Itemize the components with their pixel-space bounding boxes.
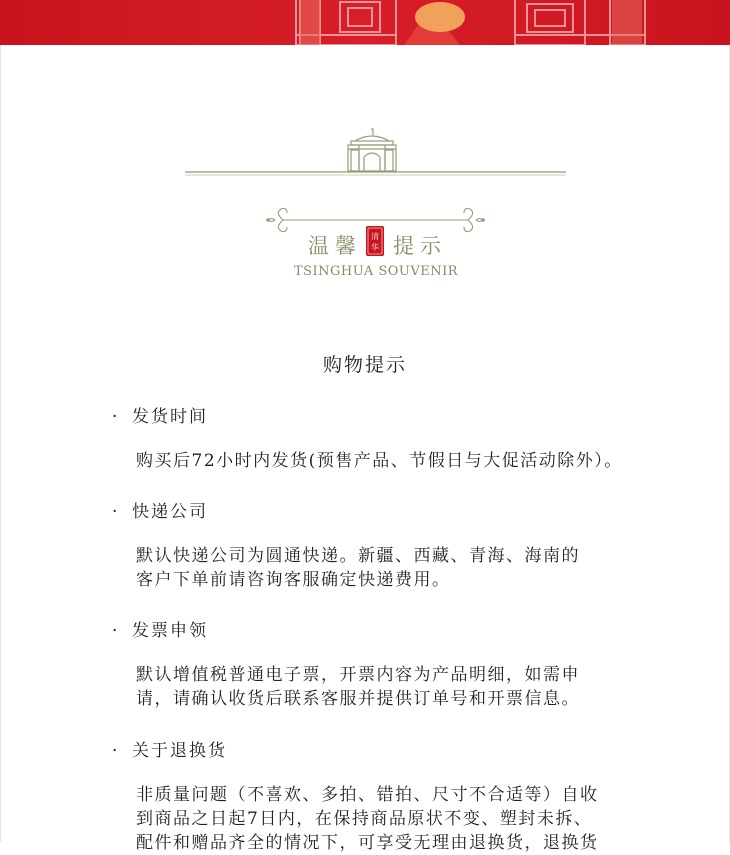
- item-heading-text: 快递公司: [132, 502, 208, 522]
- bullet-dot: ·: [112, 741, 120, 761]
- item-text-line: 请，请确认收货后联系客服并提供订单号和开票信息。: [136, 689, 580, 709]
- brand-word-warm: 温馨: [308, 234, 362, 258]
- item-text-shipping-time: 购买后72小时内发货(预售产品、节假日与大促活动除外）。: [136, 451, 623, 471]
- bullet-dot: ·: [112, 502, 120, 522]
- section-title: 购物提示: [322, 354, 407, 376]
- brand-title: [0, 230, 730, 260]
- brand-word-notice: 提示: [393, 234, 447, 258]
- top-banner: [0, 0, 730, 45]
- tsinghua-gate-emblem: [183, 127, 568, 237]
- item-heading-shipping-time: [112, 402, 208, 427]
- item-heading-text: 关于退换货: [132, 741, 227, 761]
- item-heading-invoice: [112, 616, 208, 641]
- bullet-dot: ·: [112, 407, 120, 427]
- item-text-line: 默认快递公司为圆通快递。新疆、西藏、青海、海南的: [136, 546, 580, 566]
- item-text-invoice: [136, 663, 676, 711]
- item-heading-courier: [112, 497, 208, 522]
- item-text-line: 客户下单前请咨询客服确定快递费用。: [136, 570, 451, 590]
- item-heading-text: 发货时间: [132, 407, 208, 427]
- banner-architecture-illustration: [0, 0, 730, 45]
- item-text-courier: [136, 544, 676, 592]
- item-text-line: 配件和赠品齐全的情况下，可享受无理由退换货，退换货: [136, 833, 599, 853]
- item-text-returns: [136, 783, 676, 855]
- brand-english-name: TSINGHUA SOUVENIR: [293, 264, 459, 279]
- seal-text-bottom: 华: [371, 243, 379, 252]
- bullet-dot: ·: [112, 621, 120, 641]
- item-text-line: 非质量问题（不喜欢、多拍、错拍、尺寸不合适等）自收: [136, 785, 599, 805]
- item-text-line: 到商品之日起7日内，在保持商品原状不变、塑封未拆、: [136, 809, 593, 829]
- item-text-line: 默认增值税普通电子票，开票内容为产品明细，如需申: [136, 665, 580, 685]
- item-heading-text: 发票申领: [132, 621, 208, 641]
- item-heading-returns: [112, 736, 227, 761]
- seal-text-top: 清: [371, 232, 379, 241]
